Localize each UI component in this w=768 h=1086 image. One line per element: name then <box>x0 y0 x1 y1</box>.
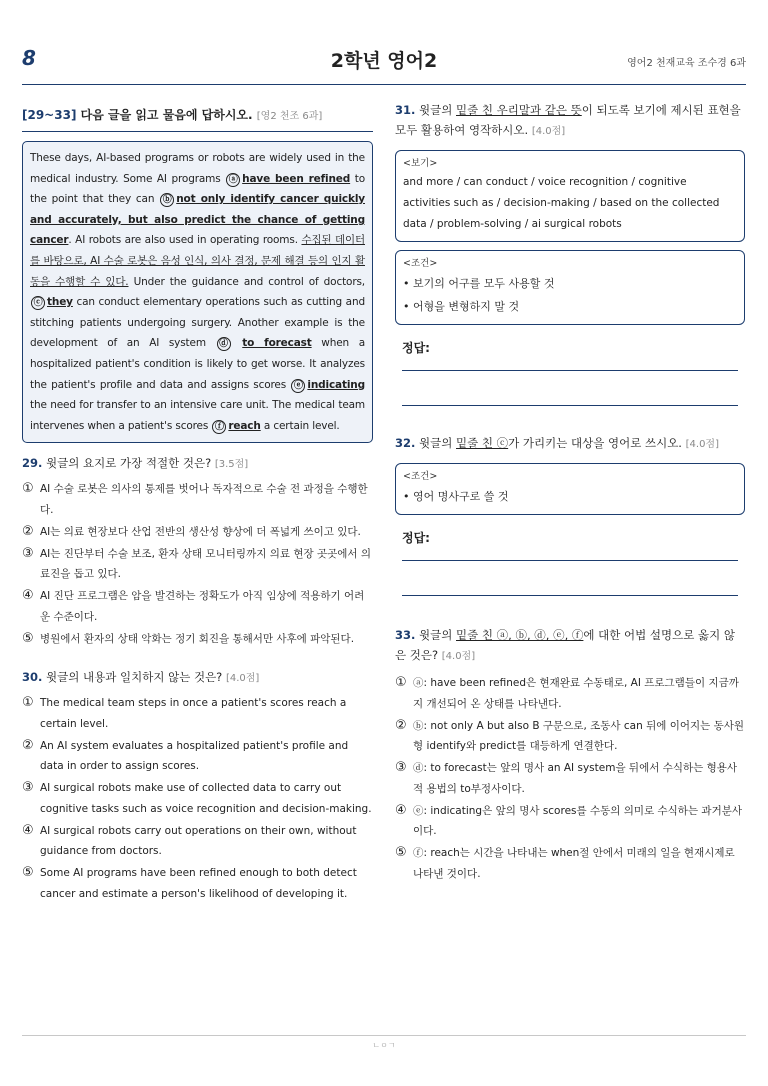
question-33 <box>395 625 745 667</box>
question-31 <box>395 100 745 142</box>
option-number: ② <box>395 717 407 733</box>
option-number: ③ <box>22 780 34 796</box>
option-number: ④ <box>22 822 34 838</box>
question-text: 윗글의 내용과 일치하지 않는 것은? <box>46 670 223 685</box>
answer-line[interactable] <box>402 356 738 371</box>
option-number: ④ <box>22 588 34 604</box>
question-number: 29. <box>22 456 43 471</box>
passage-text: to the point that they can <box>30 172 365 206</box>
option-number: ⑤ <box>22 865 34 881</box>
answer-label: 정답: <box>402 531 430 545</box>
option-text: AI는 진단부터 수술 보조, 환자 상태 모니터링까지 의료 현장 곳곳에서 의료진을 돕고 있다. <box>40 547 371 581</box>
section-source: [영2 천조 6과] <box>256 111 323 122</box>
question-points: [3.5점] <box>214 459 249 471</box>
answer-option[interactable] <box>22 863 373 904</box>
option-text: The medical team steps in once a patient's scores reach a certain level. <box>40 697 347 730</box>
bogi-box <box>395 150 745 242</box>
question-number: 31. <box>395 103 416 117</box>
answer-option[interactable] <box>22 821 373 862</box>
question-points: [4.0점] <box>531 126 566 137</box>
option-text: Some AI programs have been refined enough to both detect cancer and estimate a person's likelihood of developing it. <box>40 867 357 900</box>
marker-f: ⓕ <box>212 420 226 434</box>
answer-option[interactable] <box>395 716 745 757</box>
question-text: 윗글의 <box>419 628 457 642</box>
option-text: ⓔ: indicating은 앞의 명사 scores를 수동의 의미로 수식하는 과거분사이다. <box>413 804 742 837</box>
bogi-label: <보기> <box>403 158 438 169</box>
condition-box <box>395 250 745 325</box>
option-text: ⓓ: to forecast는 앞의 명사 an AI system을 뒤에서 수식하는 형용사적 용법의 to부정사이다. <box>413 762 738 795</box>
passage-text: can conduct elementary operations such as cutting and stitching patients undergoing surgery. Another example is the development of an AI system <box>30 296 365 350</box>
underlined-c: they <box>47 296 73 309</box>
answer-option[interactable] <box>22 736 373 777</box>
marker-d: ⓓ <box>217 337 231 351</box>
option-number: ① <box>22 695 34 711</box>
option-text: AI 수술 로봇은 의사의 통제를 벗어나 독자적으로 수술 전 과정을 수행한다. <box>40 483 368 516</box>
answer-option[interactable] <box>395 801 745 842</box>
option-text: 병원에서 환자의 상태 악화는 정기 회진을 통해서만 사후에 파악된다. <box>40 632 355 645</box>
bogi-text: and more / can conduct / voice recognition / cognitive activities such as / decision-making / based on the collected data / problem-solving / ai surgical robots <box>403 176 720 230</box>
option-number: ④ <box>395 802 407 818</box>
question-range: [29~33] <box>22 108 77 122</box>
question-underline: 밑줄 친 ⓒ <box>456 436 509 450</box>
question-points: [4.0점] <box>225 673 260 685</box>
answer-option[interactable] <box>22 778 373 819</box>
passage-text: a certain level. <box>260 419 340 432</box>
question-29 <box>22 453 373 475</box>
footer-divider <box>22 1035 746 1036</box>
underlined-a: have been refined <box>242 172 351 185</box>
condition-item: • 어형을 변형하지 말 것 <box>403 300 520 313</box>
condition-item: • 영어 명사구로 쓸 것 <box>403 490 509 503</box>
answer-line[interactable] <box>402 561 738 596</box>
option-text: An AI system evaluates a hospitalized patient's profile and data in order to assign scores. <box>40 739 349 773</box>
marker-a: ⓐ <box>226 173 240 187</box>
question-number: 33. <box>395 628 416 642</box>
underlined-korean-sentence: 수집된 데이터를 바탕으로, AI 수술 로봇은 음성 인식, 의사 결정, 문제 해결 등의 인지 활동을 수행할 수 있다. <box>30 234 365 288</box>
marker-b: ⓑ <box>160 193 174 207</box>
question-30 <box>22 667 373 689</box>
passage-text: the need for transfer to an intensive care unit. The medical team intervenes when a patient's scores <box>30 399 365 432</box>
q29-options <box>22 479 373 649</box>
option-text: AI 진단 프로그램은 암을 발견하는 정확도가 아직 임상에 적용하기 어려운 수준이다. <box>40 590 365 623</box>
q30-options <box>22 693 373 904</box>
question-number: 30. <box>22 670 43 685</box>
question-text: 가 가리키는 대상을 영어로 쓰시오. <box>508 436 682 450</box>
underlined-e: indicating <box>307 378 365 391</box>
question-underline: 밑줄 친 우리말과 같은 뜻 <box>456 103 582 117</box>
option-number: ① <box>22 481 34 497</box>
condition-item: • 보기의 어구를 모두 사용할 것 <box>403 277 555 290</box>
option-text: AI는 의료 현장보다 산업 전반의 생산성 향상에 더 폭넓게 쓰이고 있다. <box>40 525 361 538</box>
page-source: 영어2 천재교육 조수경 6과 <box>627 58 746 69</box>
option-text: AI surgical robots make use of collected data to carry out cognitive tasks such as voice recognition and decision-making. <box>40 782 372 815</box>
answer-option[interactable] <box>22 693 373 734</box>
question-number: 32. <box>395 436 416 450</box>
option-number: ⑤ <box>22 630 34 646</box>
question-text: 윗글의 <box>419 103 457 117</box>
condition-box <box>395 463 745 515</box>
option-number: ⑤ <box>395 845 407 860</box>
question-text: 윗글의 요지로 가장 적절한 것은? <box>46 456 212 471</box>
option-text: ⓐ: have been refined은 현재완료 수동태로, AI 프로그램들이 지금까지 개선되어 온 상태를 나타낸다. <box>413 677 739 710</box>
answer-line[interactable] <box>402 546 738 561</box>
answer-option[interactable] <box>22 586 373 627</box>
answer-option[interactable] <box>395 758 745 799</box>
option-number: ① <box>395 675 407 690</box>
section-heading <box>22 106 373 132</box>
option-text: AI surgical robots carry out operations on their own, without guidance from doctors. <box>40 824 357 858</box>
condition-label: <조건> <box>403 258 438 269</box>
option-number: ③ <box>22 545 34 561</box>
condition-label: <조건> <box>403 471 438 482</box>
option-text: ⓕ: reach는 시간을 나타내는 when절 안에서 미래의 일을 현재시제로 나타낸 것이다. <box>413 847 735 880</box>
question-text: 윗글의 <box>419 436 457 450</box>
passage-text: Under the guidance and control of doctors, <box>128 275 365 288</box>
answer-option[interactable] <box>22 629 373 650</box>
option-text: ⓑ: not only A but also B 구문으로, 조동사 can 뒤에 이어지는 동사원형 identify와 predict를 대등하게 연결한다. <box>413 719 745 752</box>
underlined-f: reach <box>228 419 261 432</box>
answer-option[interactable] <box>22 544 373 585</box>
question-text: 에 대한 어법 설명으로 옳지 않은 것은? <box>395 628 735 662</box>
passage-text: These days, AI-based programs or robots are widely used in the medical industry. Some AI programs <box>30 152 365 185</box>
passage-text: when a hospitalized patient's condition is likely to get worse. It analyzes the patient's profile and data and assigns scores <box>30 337 365 391</box>
right-column <box>395 100 745 886</box>
answer-option[interactable] <box>22 522 373 543</box>
option-number: ② <box>22 523 34 539</box>
header-divider <box>22 84 746 85</box>
marker-e: ⓔ <box>291 379 305 393</box>
passage-text: . AI robots are also used in operating rooms. <box>68 234 302 247</box>
section-instruction: 다음 글을 읽고 물음에 답하시오. <box>80 108 253 122</box>
question-32 <box>395 433 745 455</box>
question-points: [4.0점] <box>441 651 476 662</box>
option-number: ③ <box>395 760 407 775</box>
underlined-d: to forecast <box>242 337 312 350</box>
answer-option[interactable] <box>395 673 745 714</box>
answer-line[interactable] <box>402 371 738 406</box>
question-underline: 밑줄 친 ⓐ, ⓑ, ⓓ, ⓔ, ⓕ <box>456 628 584 642</box>
question-points: [4.0점] <box>685 439 719 450</box>
page-title: 2학년 영어2 <box>330 50 438 72</box>
underlined-b: not only identify cancer quickly and accurately, but also predict the chance of getting cancer <box>30 193 365 247</box>
left-column <box>22 106 373 906</box>
q33-options <box>395 673 745 884</box>
answer-option[interactable] <box>395 843 745 884</box>
reading-passage <box>22 141 373 443</box>
option-number: ② <box>22 737 34 753</box>
marker-c: ⓒ <box>31 296 45 310</box>
answer-option[interactable] <box>22 479 373 520</box>
answer-label: 정답: <box>402 341 430 355</box>
footer-mark: ㄴㅇㄱ <box>372 1041 396 1050</box>
page-number: 8 <box>22 46 36 70</box>
question-text: 이 되도록 보기에 제시된 표현을 모두 활용하여 영작하시오. <box>395 103 741 137</box>
